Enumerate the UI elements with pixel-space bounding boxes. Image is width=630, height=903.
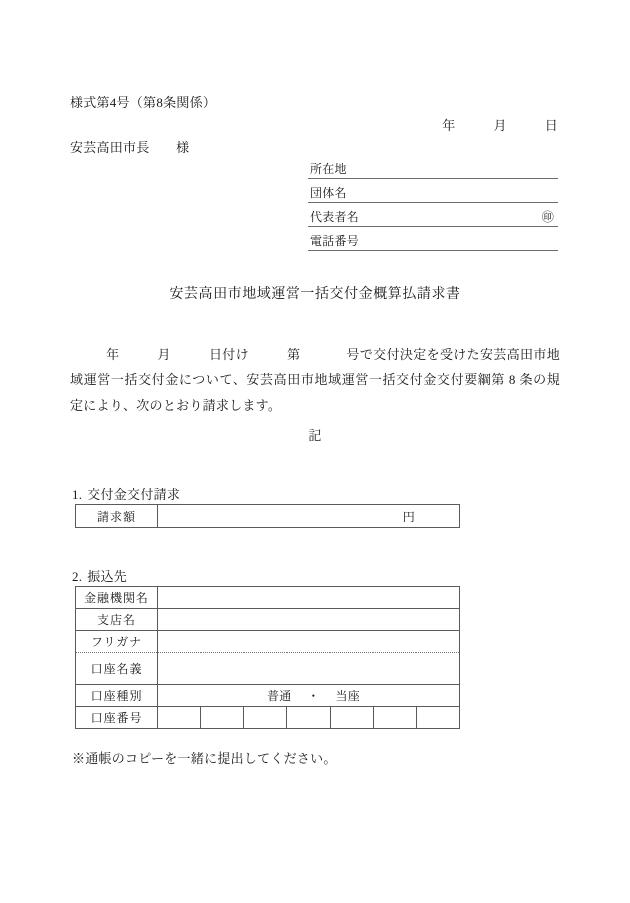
account-number-digit-4[interactable]	[287, 707, 330, 729]
account-holder-label: 口座名義	[76, 653, 158, 685]
furigana-field[interactable]	[158, 631, 460, 653]
account-number-digit-2[interactable]	[201, 707, 244, 729]
addressee: 安芸高田市長 様	[70, 140, 190, 155]
account-type-ordinary[interactable]: 普通	[267, 689, 292, 703]
applicant-label-organization: 団体名	[310, 186, 347, 200]
account-number-digit-7[interactable]	[416, 707, 459, 729]
section-1-title: 交付金交付請求	[87, 487, 181, 502]
account-type-choices	[158, 687, 459, 704]
table-row	[76, 609, 460, 631]
bank-name-field[interactable]	[158, 587, 460, 609]
claim-amount-unit: 円	[402, 509, 415, 524]
account-type-current[interactable]: 当座	[335, 689, 360, 703]
body-paragraph	[70, 342, 560, 418]
applicant-label-location: 所在地	[310, 162, 347, 176]
account-number-digit-1[interactable]	[158, 707, 201, 729]
furigana-label: フリガナ	[76, 631, 158, 653]
body-year-label: 年	[106, 347, 120, 362]
claim-amount-table	[75, 504, 460, 528]
branch-name-label: 支店名	[76, 609, 158, 631]
bank-name-label: 金融機関名	[76, 587, 158, 609]
table-row	[76, 685, 460, 707]
table-row	[76, 631, 460, 653]
account-number-digit-6[interactable]	[373, 707, 416, 729]
table-row	[76, 653, 460, 685]
account-type-separator: ・	[307, 689, 320, 703]
applicant-row-phone[interactable]	[308, 227, 558, 251]
body-number-label: 第	[287, 347, 301, 362]
branch-name-field[interactable]	[158, 609, 460, 631]
date-day-label: 日	[544, 118, 558, 133]
account-number-digit-3[interactable]	[244, 707, 287, 729]
applicant-block	[308, 155, 558, 251]
account-number-digit-5[interactable]	[330, 707, 373, 729]
table-row	[76, 505, 460, 528]
account-type-field[interactable]	[158, 685, 460, 707]
account-type-label: 口座種別	[76, 685, 158, 707]
table-row	[76, 587, 460, 609]
applicant-row-representative[interactable]	[308, 203, 558, 227]
claim-amount-field[interactable]	[158, 505, 460, 528]
footnote: ※通帳のコピーを一緒に提出してください。	[72, 751, 337, 766]
date-year-label: 年	[442, 118, 456, 133]
applicant-label-representative: 代表者名	[310, 210, 359, 224]
date-month-label: 月	[493, 118, 507, 133]
section-1-heading	[72, 484, 180, 503]
body-line2: 交付金について、安芸高田市地域運営一括交付金交付要綱第 8 条の規定により、次のとお	[70, 372, 560, 413]
section-2-heading	[72, 566, 127, 585]
applicant-label-phone: 電話番号	[310, 234, 359, 248]
account-number-label: 口座番号	[76, 707, 158, 729]
form-number: 様式第4号（第8条関係）	[70, 95, 217, 110]
body-decision-text: 号で交付決定を受けた安芸高田市地域運営一括	[70, 347, 560, 388]
applicant-row-organization[interactable]	[308, 179, 558, 203]
account-holder-field[interactable]	[158, 653, 460, 685]
body-month-label: 月	[157, 347, 171, 362]
date-line	[70, 115, 558, 134]
body-line3: り請求します。	[189, 397, 282, 413]
bank-transfer-table	[75, 586, 460, 729]
applicant-row-location[interactable]	[308, 155, 558, 179]
section-1-number: 1.	[72, 487, 83, 502]
ki-mark: 記	[308, 428, 322, 443]
seal-icon: ㊞	[541, 210, 554, 224]
body-day-label: 日付け	[208, 347, 250, 362]
table-row	[76, 707, 460, 729]
section-2-number: 2.	[72, 569, 83, 584]
page-title: 安芸高田市地域運営一括交付金概算払請求書	[169, 287, 461, 302]
claim-amount-label: 請求額	[76, 505, 158, 528]
section-2-title: 振込先	[87, 569, 128, 584]
